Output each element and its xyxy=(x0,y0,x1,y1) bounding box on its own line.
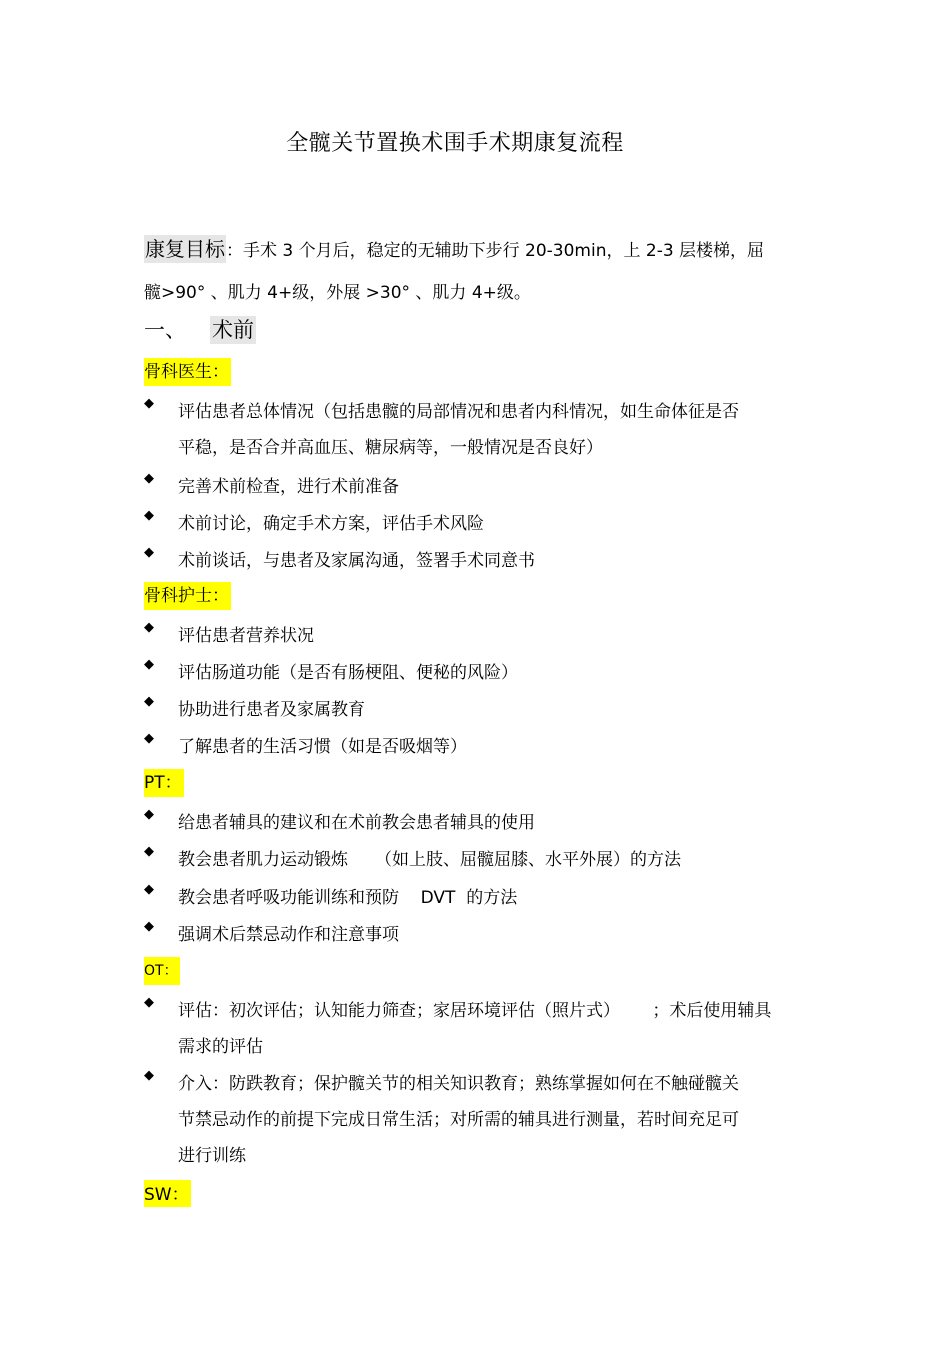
list-item xyxy=(144,506,804,542)
list-item xyxy=(144,655,804,691)
list-item xyxy=(144,618,804,654)
list-item xyxy=(144,1066,804,1174)
list-item xyxy=(144,469,804,505)
list-item xyxy=(144,842,804,878)
role-label-sw: SW： xyxy=(144,1180,191,1207)
section-heading xyxy=(144,314,256,344)
list-item xyxy=(144,880,804,916)
list-item-text: 评估患者营养状况 xyxy=(178,626,314,646)
list-item xyxy=(144,692,804,728)
diamond-bullet-icon: ◆ xyxy=(144,995,154,1010)
list-item-text: 节禁忌动作的前提下完成日常生活；对所需的辅具进行测量，若时间充足可 xyxy=(178,1110,739,1130)
rehab-goal-text-1: ：手术 3 个月后，稳定的无辅助下步行 20-30min，上 2-3 层楼梯，屈 xyxy=(226,241,765,261)
list-item-text: 强调术后禁忌动作和注意事项 xyxy=(178,925,399,945)
diamond-bullet-icon: ◆ xyxy=(144,844,154,859)
section-name: 术前 xyxy=(212,318,254,342)
list-item-text: 进行训练 xyxy=(178,1146,246,1166)
list-item xyxy=(144,394,804,466)
list-item-text: 教会患者呼吸功能训练和预防 DVT 的方法 xyxy=(178,888,518,908)
diamond-bullet-icon: ◆ xyxy=(144,807,154,822)
list-item-text: 给患者辅具的建议和在术前教会患者辅具的使用 xyxy=(178,813,535,833)
diamond-bullet-icon: ◆ xyxy=(144,508,154,523)
list-item xyxy=(144,543,804,579)
role-label-nurse: 骨科护士： xyxy=(144,582,231,610)
list-item-text: 术前谈话，与患者及家属沟通，签署手术同意书 xyxy=(178,551,535,571)
list-item-text: 平稳，是否合并高血压、糖尿病等，一般情况是否良好） xyxy=(178,438,603,458)
diamond-bullet-icon: ◆ xyxy=(144,471,154,486)
list-item-text: 教会患者肌力运动锻炼 （如上肢、屈髋屈膝、水平外展）的方法 xyxy=(178,850,682,870)
list-item xyxy=(144,805,804,841)
role-label-pt: PT： xyxy=(144,769,184,797)
diamond-bullet-icon: ◆ xyxy=(144,919,154,934)
list-item-text: 需求的评估 xyxy=(178,1037,263,1057)
list-item-text: 评估肠道功能（是否有肠梗阻、便秘的风险） xyxy=(178,663,518,683)
role-label-ot: OT： xyxy=(144,957,180,985)
list-item-text: 协助进行患者及家属教育 xyxy=(178,700,365,720)
diamond-bullet-icon: ◆ xyxy=(144,620,154,635)
diamond-bullet-icon: ◆ xyxy=(144,1068,154,1083)
diamond-bullet-icon: ◆ xyxy=(144,396,154,411)
document-title: 全髋关节置换术围手术期康复流程 xyxy=(286,131,624,156)
list-item-text: 评估：初次评估；认知能力筛查；家居环境评估（照片式） ；术后使用辅具 xyxy=(178,1001,772,1021)
list-item-text: 了解患者的生活习惯（如是否吸烟等） xyxy=(178,737,467,757)
list-item xyxy=(144,729,804,765)
rehab-goal-label: 康复目标 xyxy=(145,237,225,261)
rehab-goal-text-2: 髋>90° 、肌力 4+级，外展 >30° 、肌力 4+级。 xyxy=(144,283,531,303)
list-item xyxy=(144,993,804,1065)
list-item-text: 介入：防跌教育；保护髋关节的相关知识教育；熟练掌握如何在不触碰髋关 xyxy=(178,1074,739,1094)
list-item xyxy=(144,917,804,953)
diamond-bullet-icon: ◆ xyxy=(144,694,154,709)
diamond-bullet-icon: ◆ xyxy=(144,657,154,672)
section-number: 一、 xyxy=(144,318,186,342)
diamond-bullet-icon: ◆ xyxy=(144,882,154,897)
list-item-text: 完善术前检查，进行术前准备 xyxy=(178,477,399,497)
diamond-bullet-icon: ◆ xyxy=(144,731,154,746)
list-item-text: 术前讨论，确定手术方案，评估手术风险 xyxy=(178,514,484,534)
rehab-goal xyxy=(144,228,809,314)
list-item-text: 评估患者总体情况（包括患髋的局部情况和患者内科情况，如生命体征是否 xyxy=(178,402,739,422)
diamond-bullet-icon: ◆ xyxy=(144,545,154,560)
role-label-doctor: 骨科医生： xyxy=(144,358,231,386)
